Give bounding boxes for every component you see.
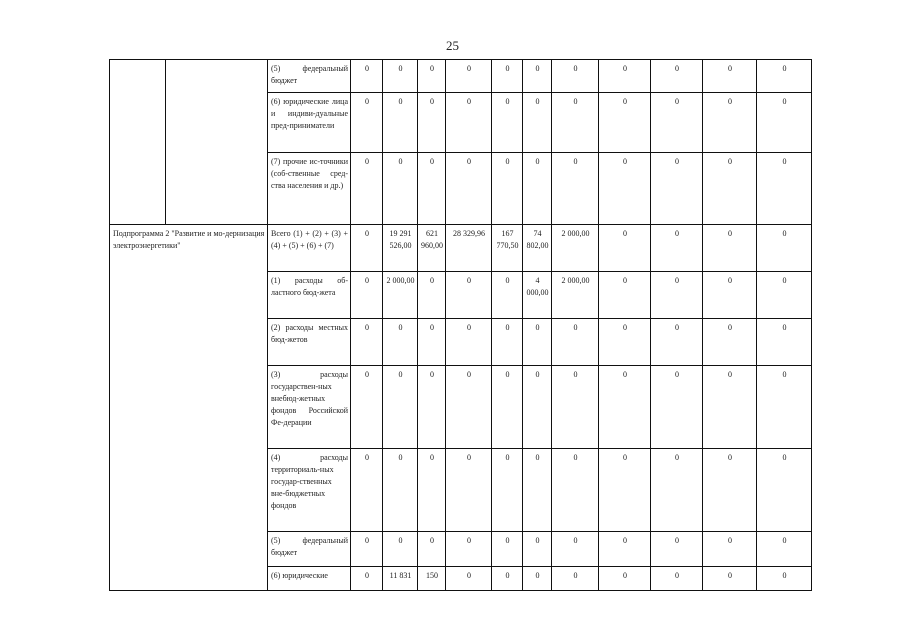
value-cell: 0: [651, 567, 703, 591]
value-cell: 0: [351, 449, 383, 532]
value-cell: 0: [703, 93, 757, 153]
value-cell: 2 000,00: [552, 225, 599, 272]
value-cell: 19 291 526,00: [383, 225, 418, 272]
subprogram-name-cell: Подпрограмма 2 "Развитие и мо-дернизация электроэнергетики": [110, 225, 268, 591]
funding-source-cell: (1) расходы об-ластного бюд-жета: [268, 272, 351, 319]
value-cell: 167 770,50: [492, 225, 523, 272]
empty-cell: [166, 60, 268, 225]
value-cell: 0: [552, 366, 599, 449]
value-cell: 0: [492, 153, 523, 225]
value-cell: 0: [599, 366, 651, 449]
value-cell: 0: [492, 93, 523, 153]
value-cell: 0: [757, 532, 812, 567]
value-cell: 0: [418, 532, 446, 567]
value-cell: 0: [523, 153, 552, 225]
value-cell: 0: [418, 153, 446, 225]
value-cell: 0: [418, 272, 446, 319]
value-cell: 0: [757, 93, 812, 153]
value-cell: 0: [351, 93, 383, 153]
value-cell: 28 329,96: [446, 225, 492, 272]
value-cell: 0: [703, 567, 757, 591]
value-cell: 0: [651, 532, 703, 567]
value-cell: 150: [418, 567, 446, 591]
value-cell: 74 802,00: [523, 225, 552, 272]
value-cell: 0: [383, 366, 418, 449]
value-cell: 0: [351, 567, 383, 591]
value-cell: 0: [351, 225, 383, 272]
funding-source-cell: (6) юридические лица и индиви-дуальные пред-приниматели: [268, 93, 351, 153]
value-cell: 0: [523, 93, 552, 153]
value-cell: 0: [757, 319, 812, 366]
value-cell: 0: [446, 319, 492, 366]
value-cell: 0: [492, 60, 523, 93]
value-cell: 0: [383, 60, 418, 93]
value-cell: 0: [492, 272, 523, 319]
value-cell: 0: [552, 567, 599, 591]
value-cell: 0: [599, 449, 651, 532]
value-cell: 0: [757, 366, 812, 449]
value-cell: 0: [703, 272, 757, 319]
value-cell: 0: [703, 449, 757, 532]
value-cell: 0: [757, 449, 812, 532]
value-cell: 0: [599, 60, 651, 93]
value-cell: 0: [492, 532, 523, 567]
value-cell: 2 000,00: [383, 272, 418, 319]
value-cell: 0: [523, 532, 552, 567]
value-cell: 0: [599, 272, 651, 319]
value-cell: 0: [757, 60, 812, 93]
funding-source-cell: (3) расходы государствен-ных внебюд-жетных фондов Российской Фе-дерации: [268, 366, 351, 449]
value-cell: 0: [703, 225, 757, 272]
value-cell: 0: [351, 319, 383, 366]
funding-source-cell: (7) прочие ис-точники (соб-ственные сред-ства населения и др.): [268, 153, 351, 225]
value-cell: 0: [703, 319, 757, 366]
value-cell: 0: [552, 153, 599, 225]
value-cell: 0: [651, 272, 703, 319]
value-cell: 0: [418, 93, 446, 153]
table-row: [110, 225, 812, 272]
value-cell: 0: [523, 319, 552, 366]
value-cell: 0: [523, 366, 552, 449]
funding-source-cell: Всего (1) + (2) + (3) + (4) + (5) + (6) + (7): [268, 225, 351, 272]
value-cell: 0: [757, 272, 812, 319]
value-cell: 0: [351, 272, 383, 319]
value-cell: 0: [552, 60, 599, 93]
value-cell: 0: [651, 60, 703, 93]
value-cell: 0: [351, 60, 383, 93]
value-cell: 0: [418, 319, 446, 366]
value-cell: 0: [383, 93, 418, 153]
funding-source-cell: (2) расходы местных бюд-жетов: [268, 319, 351, 366]
value-cell: 0: [383, 532, 418, 567]
value-cell: 0: [552, 93, 599, 153]
value-cell: 621 960,00: [418, 225, 446, 272]
value-cell: 0: [651, 366, 703, 449]
value-cell: 0: [651, 319, 703, 366]
value-cell: 0: [757, 153, 812, 225]
value-cell: 0: [523, 567, 552, 591]
value-cell: 0: [703, 153, 757, 225]
value-cell: 0: [383, 153, 418, 225]
value-cell: 0: [599, 567, 651, 591]
page-number: 25: [446, 38, 459, 53]
value-cell: 2 000,00: [552, 272, 599, 319]
value-cell: 0: [446, 532, 492, 567]
value-cell: 0: [599, 319, 651, 366]
value-cell: 0: [523, 60, 552, 93]
value-cell: 0: [446, 272, 492, 319]
value-cell: 0: [446, 60, 492, 93]
value-cell: 0: [418, 366, 446, 449]
value-cell: 0: [599, 153, 651, 225]
value-cell: 0: [651, 153, 703, 225]
value-cell: 0: [492, 366, 523, 449]
table-row: [110, 60, 812, 93]
value-cell: 0: [492, 319, 523, 366]
value-cell: 0: [523, 449, 552, 532]
value-cell: 0: [703, 532, 757, 567]
value-cell: 0: [446, 153, 492, 225]
value-cell: 0: [757, 567, 812, 591]
value-cell: 0: [418, 60, 446, 93]
value-cell: 0: [599, 93, 651, 153]
value-cell: 11 831: [383, 567, 418, 591]
value-cell: 0: [383, 449, 418, 532]
value-cell: 0: [492, 449, 523, 532]
funding-source-cell: (6) юридические: [268, 567, 351, 591]
value-cell: 0: [552, 532, 599, 567]
funding-source-cell: (4) расходы территориаль-ных государ-ственных вне-бюджетных фондов: [268, 449, 351, 532]
value-cell: 0: [757, 225, 812, 272]
value-cell: 0: [552, 449, 599, 532]
value-cell: 0: [446, 366, 492, 449]
value-cell: 0: [552, 319, 599, 366]
value-cell: 0: [446, 449, 492, 532]
value-cell: 0: [492, 567, 523, 591]
funding-source-cell: (5) федеральный бюджет: [268, 60, 351, 93]
value-cell: 4 000,00: [523, 272, 552, 319]
value-cell: 0: [703, 60, 757, 93]
value-cell: 0: [418, 449, 446, 532]
value-cell: 0: [383, 319, 418, 366]
budget-table: [109, 59, 812, 591]
value-cell: 0: [703, 366, 757, 449]
funding-source-cell: (5) федеральный бюджет: [268, 532, 351, 567]
value-cell: 0: [351, 532, 383, 567]
value-cell: 0: [651, 93, 703, 153]
value-cell: 0: [599, 532, 651, 567]
value-cell: 0: [446, 93, 492, 153]
value-cell: 0: [446, 567, 492, 591]
empty-cell: [110, 60, 166, 225]
value-cell: 0: [351, 366, 383, 449]
value-cell: 0: [651, 449, 703, 532]
value-cell: 0: [351, 153, 383, 225]
value-cell: 0: [599, 225, 651, 272]
value-cell: 0: [651, 225, 703, 272]
